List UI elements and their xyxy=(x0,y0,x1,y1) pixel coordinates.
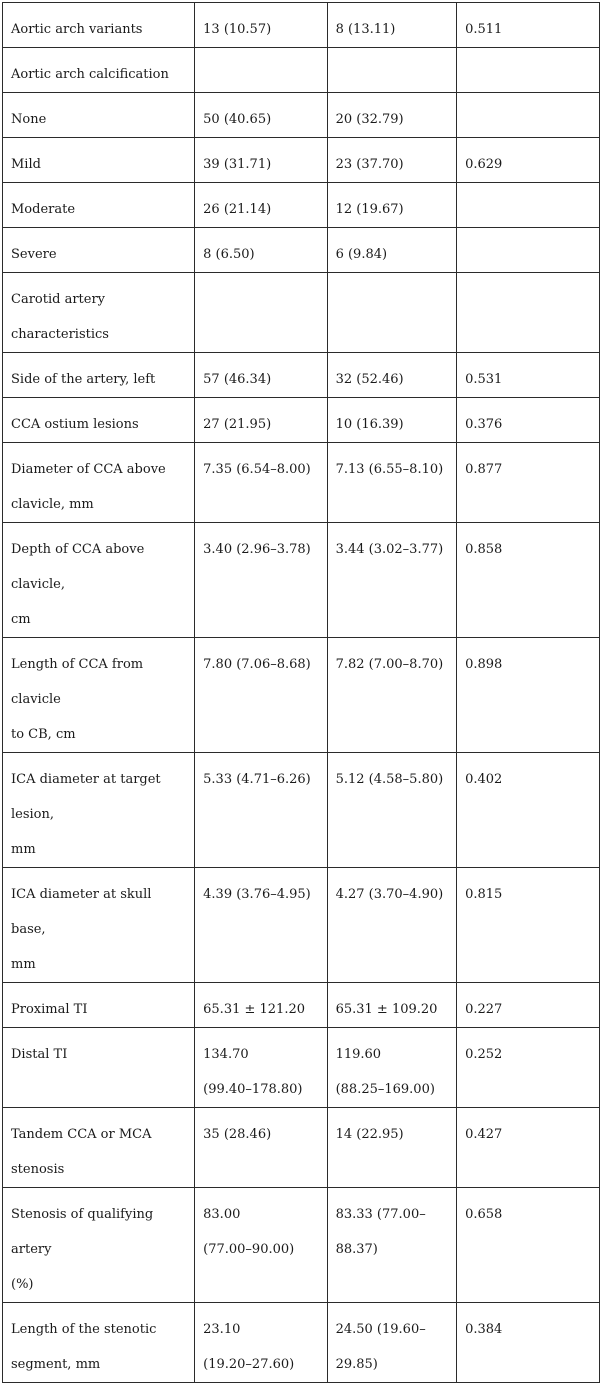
p-value-cell: 0.898 xyxy=(457,638,600,753)
table-row xyxy=(3,1028,600,1108)
table-row xyxy=(3,93,600,138)
p-value-cell xyxy=(457,273,600,353)
table-row xyxy=(3,228,600,273)
group1-value-cell: 23.10 (19.20–27.60) xyxy=(195,1303,327,1383)
p-value-cell: 0.531 xyxy=(457,353,600,398)
group2-value-cell: 4.27 (3.70–4.90) xyxy=(327,868,457,983)
table-row xyxy=(3,48,600,93)
group2-value-cell: 3.44 (3.02–3.77) xyxy=(327,523,457,638)
p-value-cell: 0.384 xyxy=(457,1303,600,1383)
group2-value-cell: 119.60 (88.25–169.00) xyxy=(327,1028,457,1108)
group2-value-cell: 10 (16.39) xyxy=(327,398,457,443)
table-row xyxy=(3,398,600,443)
row-label-cell: Depth of CCA above clavicle, cm xyxy=(3,523,195,638)
p-value-cell: 0.376 xyxy=(457,398,600,443)
group2-value-cell: 14 (22.95) xyxy=(327,1108,457,1188)
group1-value-cell: 4.39 (3.76–4.95) xyxy=(195,868,327,983)
row-label-cell: Aortic arch calcification xyxy=(3,48,195,93)
group2-value-cell: 23 (37.70) xyxy=(327,138,457,183)
row-label-cell: Diameter of CCA above clavicle, mm xyxy=(3,443,195,523)
row-label-cell: Carotid artery characteristics xyxy=(3,273,195,353)
group1-value-cell: 13 (10.57) xyxy=(195,3,327,48)
row-label-cell: ICA diameter at target lesion, mm xyxy=(3,753,195,868)
row-label-cell: Proximal TI xyxy=(3,983,195,1028)
group2-value-cell: 5.12 (4.58–5.80) xyxy=(327,753,457,868)
table-row xyxy=(3,353,600,398)
group1-value-cell: 27 (21.95) xyxy=(195,398,327,443)
group1-value-cell: 26 (21.14) xyxy=(195,183,327,228)
table-row xyxy=(3,1188,600,1303)
row-label-cell: Moderate xyxy=(3,183,195,228)
p-value-cell: 0.658 xyxy=(457,1188,600,1303)
group2-value-cell xyxy=(327,273,457,353)
p-value-cell xyxy=(457,93,600,138)
group1-value-cell: 7.80 (7.06–8.68) xyxy=(195,638,327,753)
table-row xyxy=(3,868,600,983)
table-row xyxy=(3,983,600,1028)
group2-value-cell: 24.50 (19.60–29.85) xyxy=(327,1303,457,1383)
group1-value-cell xyxy=(195,48,327,93)
row-label-cell: Length of the stenotic segment, mm xyxy=(3,1303,195,1383)
group1-value-cell: 5.33 (4.71–6.26) xyxy=(195,753,327,868)
table-body xyxy=(3,3,600,1383)
group2-value-cell: 12 (19.67) xyxy=(327,183,457,228)
group1-value-cell: 83.00 (77.00–90.00) xyxy=(195,1188,327,1303)
row-label-cell: Severe xyxy=(3,228,195,273)
table-row xyxy=(3,183,600,228)
p-value-cell: 0.427 xyxy=(457,1108,600,1188)
p-value-cell: 0.858 xyxy=(457,523,600,638)
table-row xyxy=(3,1303,600,1383)
group1-value-cell: 39 (31.71) xyxy=(195,138,327,183)
p-value-cell xyxy=(457,228,600,273)
row-label-cell: Aortic arch variants xyxy=(3,3,195,48)
row-label-cell: None xyxy=(3,93,195,138)
group1-value-cell: 134.70 (99.40–178.80) xyxy=(195,1028,327,1108)
group1-value-cell: 7.35 (6.54–8.00) xyxy=(195,443,327,523)
p-value-cell: 0.402 xyxy=(457,753,600,868)
group1-value-cell: 35 (28.46) xyxy=(195,1108,327,1188)
row-label-cell: ICA diameter at skull base, mm xyxy=(3,868,195,983)
group2-value-cell: 32 (52.46) xyxy=(327,353,457,398)
group1-value-cell: 57 (46.34) xyxy=(195,353,327,398)
table-row xyxy=(3,3,600,48)
table-row xyxy=(3,273,600,353)
group2-value-cell: 8 (13.11) xyxy=(327,3,457,48)
group1-value-cell: 3.40 (2.96–3.78) xyxy=(195,523,327,638)
group1-value-cell: 8 (6.50) xyxy=(195,228,327,273)
row-label-cell: Mild xyxy=(3,138,195,183)
table-row xyxy=(3,638,600,753)
table-row xyxy=(3,138,600,183)
p-value-cell: 0.629 xyxy=(457,138,600,183)
group2-value-cell xyxy=(327,48,457,93)
data-table xyxy=(2,2,600,1383)
table-row xyxy=(3,523,600,638)
p-value-cell: 0.252 xyxy=(457,1028,600,1108)
row-label-cell: Length of CCA from clavicle to CB, cm xyxy=(3,638,195,753)
p-value-cell xyxy=(457,48,600,93)
p-value-cell: 0.877 xyxy=(457,443,600,523)
p-value-cell: 0.511 xyxy=(457,3,600,48)
group2-value-cell: 7.13 (6.55–8.10) xyxy=(327,443,457,523)
row-label-cell: CCA ostium lesions xyxy=(3,398,195,443)
table-row xyxy=(3,1108,600,1188)
row-label-cell: Distal TI xyxy=(3,1028,195,1108)
p-value-cell: 0.227 xyxy=(457,983,600,1028)
row-label-cell: Stenosis of qualifying artery (%) xyxy=(3,1188,195,1303)
row-label-cell: Tandem CCA or MCA stenosis xyxy=(3,1108,195,1188)
table-row xyxy=(3,443,600,523)
p-value-cell: 0.815 xyxy=(457,868,600,983)
group2-value-cell: 83.33 (77.00–88.37) xyxy=(327,1188,457,1303)
group1-value-cell xyxy=(195,273,327,353)
group1-value-cell: 65.31 ± 121.20 xyxy=(195,983,327,1028)
group2-value-cell: 6 (9.84) xyxy=(327,228,457,273)
p-value-cell xyxy=(457,183,600,228)
table-row xyxy=(3,753,600,868)
group2-value-cell: 7.82 (7.00–8.70) xyxy=(327,638,457,753)
group2-value-cell: 65.31 ± 109.20 xyxy=(327,983,457,1028)
group1-value-cell: 50 (40.65) xyxy=(195,93,327,138)
row-label-cell: Side of the artery, left xyxy=(3,353,195,398)
group2-value-cell: 20 (32.79) xyxy=(327,93,457,138)
